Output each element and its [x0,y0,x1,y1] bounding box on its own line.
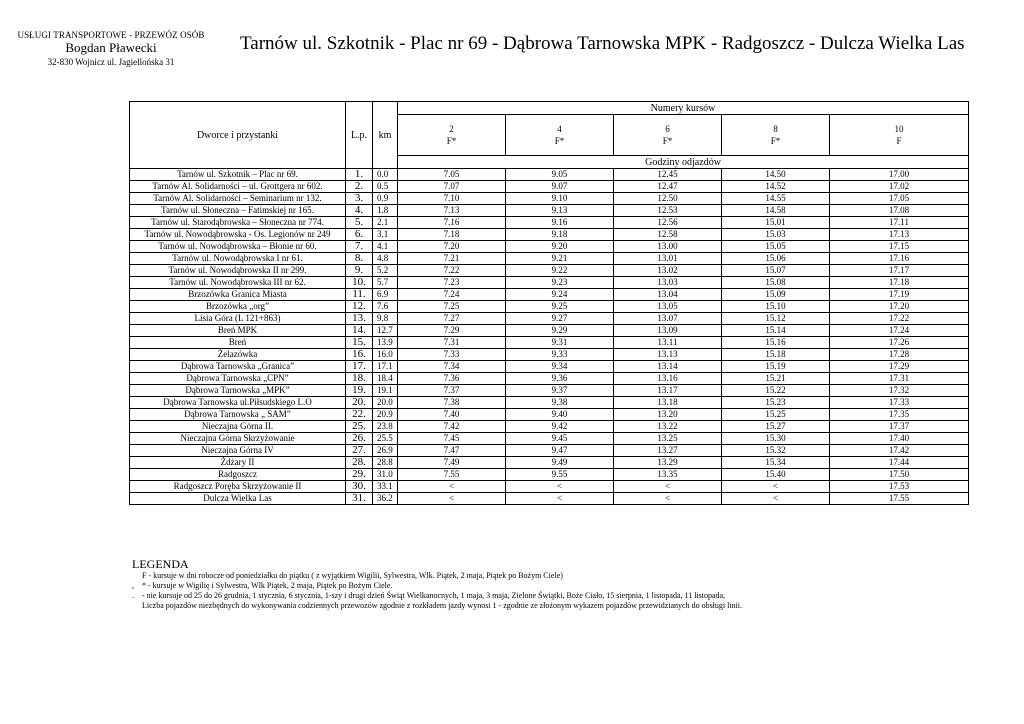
departure-time: 9.13 [506,205,614,217]
stop-name: Brzozówka „org” [130,301,346,313]
stop-name: Radgoszcz Poręba Skrzyżowanie II [130,481,346,493]
departure-time: 9.21 [506,253,614,265]
departure-time: 9.42 [506,421,614,433]
stop-lp: 1. [346,169,373,181]
course-mark: F [896,136,902,146]
departure-time: 9.34 [506,361,614,373]
stop-lp: 20. [346,397,373,409]
stop-km: 13.9 [373,337,398,349]
departure-time: 17.18 [830,277,969,289]
departure-time: 17.22 [830,313,969,325]
departure-time: 9.27 [506,313,614,325]
stop-km: 3.1 [373,229,398,241]
table-row [130,397,969,409]
legend-line [132,591,742,601]
stop-km: 20.9 [373,409,398,421]
departure-time: 15.16 [722,337,830,349]
route-title: Tarnów ul. Szkotnik - Plac nr 69 - Dąbrowa Tarnowska MPK - Radgoszcz - Dulcza Wielka Las [240,33,965,54]
departure-time: 7.36 [398,373,506,385]
stop-name: Nieczajna Górna IV [130,445,346,457]
stop-lp: 4. [346,205,373,217]
departure-time: 13.20 [614,409,722,421]
departure-time: 7.45 [398,433,506,445]
stop-lp: 28. [346,457,373,469]
header-lp: L.p. [346,102,373,169]
stop-name: Tarnów ul. Nowodąbrowska II nr 299. [130,265,346,277]
company-name: Bogdan Pławecki [65,40,157,55]
table-row [130,241,969,253]
stop-lp: 6. [346,229,373,241]
departure-time: 7.49 [398,457,506,469]
departure-time: 9.40 [506,409,614,421]
departure-time: 14.50 [722,169,830,181]
departure-time: 17.26 [830,337,969,349]
course-mark: F* [554,136,565,146]
departure-time: 17.28 [830,349,969,361]
departure-time: 13.02 [614,265,722,277]
table-row [130,493,969,505]
stop-lp: 27. [346,445,373,457]
departure-time: 14.55 [722,193,830,205]
departure-time: 15.06 [722,253,830,265]
table-row [130,193,969,205]
stop-name: Radgoszcz [130,469,346,481]
departure-time: 17.16 [830,253,969,265]
stop-km: 7.6 [373,301,398,313]
course-mark: F* [662,136,673,146]
departure-time: 17.35 [830,409,969,421]
departure-time: 17.08 [830,205,969,217]
stop-name: Tarnów ul. Nowodąbrowska – Błonie nr 60. [130,241,346,253]
table-row [130,253,969,265]
stop-km: 12.7 [373,325,398,337]
departure-time: 13.09 [614,325,722,337]
table-row [130,445,969,457]
departure-time: 7.07 [398,181,506,193]
departure-time: 17.37 [830,421,969,433]
table-row [130,289,969,301]
stop-lp: 9. [346,265,373,277]
table-row [130,409,969,421]
departure-time: 15.03 [722,229,830,241]
table-row [130,481,969,493]
legend-line [132,571,742,581]
departure-time: 17.15 [830,241,969,253]
stop-km: 6.9 [373,289,398,301]
header-km: km [373,102,398,169]
legend-mark: , [132,581,134,590]
departure-time: < [614,493,722,505]
departure-time: 13.25 [614,433,722,445]
departure-time: 9.37 [506,385,614,397]
departure-time: 17.50 [830,469,969,481]
departure-time: 9.45 [506,433,614,445]
departure-time: 13.05 [614,301,722,313]
departure-time: 9.29 [506,325,614,337]
stop-lp: 13. [346,313,373,325]
departure-time: 9.33 [506,349,614,361]
departure-time: 7.34 [398,361,506,373]
departure-time: 17.31 [830,373,969,385]
departure-time: 9.25 [506,301,614,313]
stop-name: Breń MPK [130,325,346,337]
stop-lp: 14. [346,325,373,337]
stop-name: Nieczajna Górna II. [130,421,346,433]
legend-text: F - kursuje w dni robocze od poniedziałku do piątku ( z wyjątkiem Wigilii, Sylwestra, Wlk. Piątek, 2 maja, Piątek po Bożym Ciele) [142,571,563,580]
departure-time: 13.18 [614,397,722,409]
departure-time: < [506,481,614,493]
departure-time: 7.33 [398,349,506,361]
stop-km: 0.0 [373,169,398,181]
stop-name: Dąbrowa Tarnowska „Granica” [130,361,346,373]
stop-lp: 22. [346,409,373,421]
departure-time: 13.17 [614,385,722,397]
course-number: 8 [773,124,778,134]
course-mark: F* [446,136,457,146]
departure-time: 9.20 [506,241,614,253]
stop-lp: 18. [346,373,373,385]
departure-time: 17.55 [830,493,969,505]
departure-time: 17.11 [830,217,969,229]
departure-time: 7.55 [398,469,506,481]
course-mark: F* [770,136,781,146]
departure-time: 7.24 [398,289,506,301]
table-row [130,169,969,181]
departure-time: 15.09 [722,289,830,301]
company-address: 32-830 Wojnicz ul. Jagiellońska 31 [47,57,175,67]
departure-time: 15.08 [722,277,830,289]
table-row [130,265,969,277]
departure-time: 7.42 [398,421,506,433]
departure-time: 17.19 [830,289,969,301]
table-row [130,361,969,373]
departure-time: 9.24 [506,289,614,301]
legend [132,557,742,611]
departure-time: < [398,493,506,505]
departure-time: 9.05 [506,169,614,181]
departure-time: 17.29 [830,361,969,373]
legend-text: Liczba pojazdów niezbędnych do wykonywania codziennych przewozów zgodnie z rozkładem jazdy wynosi 1 - zgodnie ze złożonym wykazem pojazdów przewidzianych do obsługi linii. [142,601,743,610]
table-row [130,229,969,241]
stop-name: Dąbrowa Tarnowska „ SAM” [130,409,346,421]
header-course-numbers: Numery kursów [398,102,969,115]
stop-name: Breń [130,337,346,349]
legend-line [132,581,742,591]
legend-text: - nie kursuje od 25 do 26 grudnia, 1 stycznia, 6 stycznia, 1-szy i drugi dzień Świąt Wielkanocnych, 1 maja, 3 maja, Zielone Świątki, Boże Ciało, 15 sierpnia, 1 listopada, 11 listopada, [142,591,726,600]
stop-km: 1.8 [373,205,398,217]
departure-time: 17.00 [830,169,969,181]
stop-km: 9.8 [373,313,398,325]
stop-name: Tarnów ul. Szkotnik – Plac nr 69. [130,169,346,181]
course-header-10 [830,115,969,156]
departure-time: 17.33 [830,397,969,409]
stop-lp: 8. [346,253,373,265]
stop-lp: 5. [346,217,373,229]
departure-time: < [506,493,614,505]
departure-time: 13.35 [614,469,722,481]
departure-time: 9.07 [506,181,614,193]
stop-name: Brzozówka Granica Miasta [130,289,346,301]
departure-time: 12.47 [614,181,722,193]
table-row [130,457,969,469]
departure-time: 9.18 [506,229,614,241]
departure-time: 13.16 [614,373,722,385]
course-header-4 [506,115,614,156]
departure-time: 15.40 [722,469,830,481]
course-header-6 [614,115,722,156]
stop-km: 23.8 [373,421,398,433]
stop-name: Lisia Góra (L 121+863) [130,313,346,325]
stop-lp: 11. [346,289,373,301]
departure-time: 15.25 [722,409,830,421]
stop-lp: 19. [346,385,373,397]
departure-time: 7.27 [398,313,506,325]
departure-time: 13.13 [614,349,722,361]
stop-name: Tarnów ul. Nowodąbrowska - Os. Legionów nr 249 [130,229,346,241]
departure-time: 7.47 [398,445,506,457]
table-row [130,205,969,217]
departure-time: 12.45 [614,169,722,181]
departure-time: 15.07 [722,265,830,277]
departure-time: < [398,481,506,493]
departure-time: 13.14 [614,361,722,373]
stop-km: 28.8 [373,457,398,469]
stop-lp: 17. [346,361,373,373]
stop-lp: 2. [346,181,373,193]
departure-time: 13.29 [614,457,722,469]
stop-km: 20.0 [373,397,398,409]
departure-time: 13.04 [614,289,722,301]
stop-km: 31.0 [373,469,398,481]
departure-time: 15.34 [722,457,830,469]
departure-time: 17.40 [830,433,969,445]
stop-km: 26.9 [373,445,398,457]
departure-time: 15.30 [722,433,830,445]
stop-lp: 31. [346,493,373,505]
course-number: 4 [557,124,562,134]
stop-km: 4.8 [373,253,398,265]
departure-time: 9.49 [506,457,614,469]
departure-time: 7.23 [398,277,506,289]
table-row [130,277,969,289]
departure-time: 7.38 [398,397,506,409]
departure-time: 13.03 [614,277,722,289]
table-row [130,325,969,337]
legend-mark: . [132,591,134,600]
departure-time: 9.31 [506,337,614,349]
departure-time: 15.19 [722,361,830,373]
departure-time: 15.23 [722,397,830,409]
departure-time: 9.16 [506,217,614,229]
departure-time: 12.58 [614,229,722,241]
departure-time: 12.53 [614,205,722,217]
company-header [8,30,214,67]
table-row [130,433,969,445]
table-row [130,337,969,349]
departure-time: 13.01 [614,253,722,265]
departure-time: 9.22 [506,265,614,277]
stop-lp: 12. [346,301,373,313]
departure-time: 9.36 [506,373,614,385]
table-row [130,181,969,193]
stop-km: 5.2 [373,265,398,277]
departure-time: 9.10 [506,193,614,205]
course-header-2 [398,115,506,156]
departure-time: 15.01 [722,217,830,229]
stop-lp: 25. [346,421,373,433]
stop-name: Dąbrowa Tarnowska „CPN” [130,373,346,385]
stop-name: Tarnów Al. Solidarności – Seminarium nr 132. [130,193,346,205]
departure-time: 17.53 [830,481,969,493]
table-row [130,217,969,229]
stop-km: 25.5 [373,433,398,445]
stop-lp: 3. [346,193,373,205]
stop-km: 5.7 [373,277,398,289]
legend-title: LEGENDA [132,557,189,571]
departure-time: 7.10 [398,193,506,205]
departure-time: 13.11 [614,337,722,349]
stop-name: Żelazówka [130,349,346,361]
departure-time: 13.27 [614,445,722,457]
departure-time: 7.40 [398,409,506,421]
stop-name: Tarnów Al. Solidarności – ul. Grottgera nr 602. [130,181,346,193]
departure-time: 7.18 [398,229,506,241]
stop-name: Dąbrowa Tarnowska ul.Piłsudskiego L.O [130,397,346,409]
stop-lp: 26. [346,433,373,445]
departure-time: 13.07 [614,313,722,325]
stop-lp: 30. [346,481,373,493]
timetable [129,101,969,505]
departure-time: 17.13 [830,229,969,241]
departure-time: 15.14 [722,325,830,337]
table-row [130,385,969,397]
departure-time: 7.25 [398,301,506,313]
departure-time: 17.02 [830,181,969,193]
stop-km: 18.4 [373,373,398,385]
stop-km: 19.1 [373,385,398,397]
course-header-8 [722,115,830,156]
departure-time: 17.42 [830,445,969,457]
departure-time: 13.22 [614,421,722,433]
departure-time: 17.05 [830,193,969,205]
table-row [130,469,969,481]
departure-time: < [722,481,830,493]
departure-time: 15.32 [722,445,830,457]
stop-lp: 29. [346,469,373,481]
header-departure-times: Godziny odjazdów [398,156,969,169]
stop-name: Tarnów ul. Starodąbrowska – Słoneczna nr 774. [130,217,346,229]
course-number: 10 [894,124,904,134]
course-number: 6 [665,124,670,134]
stop-km: 33.1 [373,481,398,493]
departure-time: 7.22 [398,265,506,277]
departure-time: 7.16 [398,217,506,229]
departure-time: 9.55 [506,469,614,481]
stop-name: Dąbrowa Tarnowska „MPK” [130,385,346,397]
departure-time: 15.12 [722,313,830,325]
stop-km: 17.1 [373,361,398,373]
departure-time: 17.32 [830,385,969,397]
stop-lp: 15. [346,337,373,349]
departure-time: 17.20 [830,301,969,313]
departure-time: 12.56 [614,217,722,229]
departure-time: 7.31 [398,337,506,349]
departure-time: 7.13 [398,205,506,217]
stop-km: 16.0 [373,349,398,361]
table-row [130,313,969,325]
table-row [130,421,969,433]
stop-lp: 10. [346,277,373,289]
legend-text: * - kursuje w Wigilię i Sylwestra, Wlk Piątek, 2 maja, Piątek po Bożym Ciele. [142,581,393,590]
departure-time: 14.58 [722,205,830,217]
departure-time: 17.17 [830,265,969,277]
departure-time: 12.50 [614,193,722,205]
stop-km: 0.9 [373,193,398,205]
stop-name: Tarnów ul. Słoneczna – Fatimskiej nr 165. [130,205,346,217]
departure-time: 14.52 [722,181,830,193]
stop-name: Nieczajna Górna Skrzyżowanie [130,433,346,445]
company-line1: USŁUGI TRANSPORTOWE - PRZEWÓZ OSÓB [17,30,205,40]
table-row [130,373,969,385]
departure-time: < [722,493,830,505]
departure-time: 15.21 [722,373,830,385]
departure-time: 7.21 [398,253,506,265]
departure-time: 15.27 [722,421,830,433]
departure-time: 7.29 [398,325,506,337]
departure-time: 9.38 [506,397,614,409]
table-row [130,349,969,361]
stop-name: Żdżary II [130,457,346,469]
departure-time: 7.37 [398,385,506,397]
stop-lp: 7. [346,241,373,253]
stop-name: Dulcza Wielka Las [130,493,346,505]
departure-time: 15.10 [722,301,830,313]
stop-km: 36.2 [373,493,398,505]
departure-time: 15.22 [722,385,830,397]
legend-line [132,601,742,611]
departure-time: 7.05 [398,169,506,181]
departure-time: 7.20 [398,241,506,253]
departure-time: < [614,481,722,493]
departure-time: 9.23 [506,277,614,289]
stop-km: 0.5 [373,181,398,193]
stop-name: Tarnów ul. Nowodąbrowska III nr 62. [130,277,346,289]
header-stops: Dworce i przystanki [130,102,346,169]
departure-time: 9.47 [506,445,614,457]
departure-time: 13.00 [614,241,722,253]
departure-time: 15.18 [722,349,830,361]
stop-km: 4.1 [373,241,398,253]
stop-km: 2.1 [373,217,398,229]
table-row [130,301,969,313]
departure-time: 15.05 [722,241,830,253]
departure-time: 17.24 [830,325,969,337]
stop-name: Tarnów ul. Nowodąbrowska I nr 61. [130,253,346,265]
stop-lp: 16. [346,349,373,361]
departure-time: 17.44 [830,457,969,469]
course-number: 2 [449,124,454,134]
